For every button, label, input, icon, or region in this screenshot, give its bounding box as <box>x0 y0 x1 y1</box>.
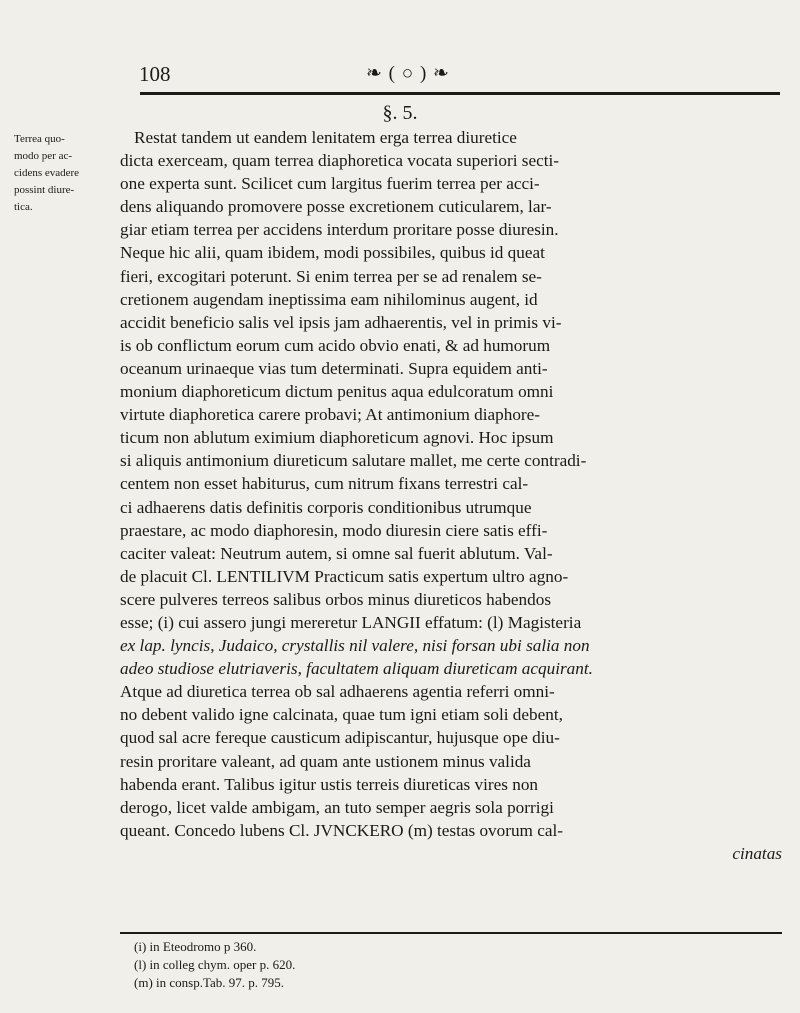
text-line: ticum non ablutum eximium diaphoreticum agnovi. Hoc ipsum <box>120 428 554 448</box>
margin-note-line: possint diure- <box>14 184 75 196</box>
margin-note-line: Terrea quo- <box>14 133 65 145</box>
text-line: Restat tandem ut eandem lenitatem erga terrea diuretice <box>134 128 517 147</box>
footnote-rule <box>120 932 782 934</box>
text-line: one experta sunt. Scilicet cum largitus fuerim terrea per acci- <box>120 174 540 194</box>
footnote: (l) in colleg chym. oper p. 620. <box>134 957 296 972</box>
text-line: fieri, excogitari poterunt. Si enim terrea per se ad renalem se- <box>120 266 542 286</box>
text-line: si aliquis antimonium diureticum salutare mallet, me certe contradi- <box>120 451 587 471</box>
text-line: giar etiam terrea per accidens interdum proritare posse diuresin. <box>120 220 559 240</box>
page-number: 108 <box>139 62 171 86</box>
text-line: de placuit Cl. LENTILIVM Practicum satis expertum ultro agno- <box>120 566 569 586</box>
text-line: monium diaphoreticum dictum penitus aqua edulcoratum omni <box>120 382 554 402</box>
margin-note <box>14 131 114 216</box>
margin-note-line: cidens evadere <box>14 167 80 179</box>
footnote: (m) in consp.Tab. 97. p. 795. <box>134 975 285 990</box>
text-line: adeo studiose elutriaveris, facultatem aliquam diureticam acquirant. <box>120 659 593 679</box>
text-line: resin proritare valeant, ad quam ante ustionem minus valida <box>120 751 531 771</box>
text-line: habenda erant. Talibus igitur ustis terreis diureticas vires non <box>120 774 539 794</box>
running-header <box>0 62 800 92</box>
margin-note-line: tica. <box>14 201 33 213</box>
text-line: centem non esset habiturus, cum nitrum fixans terrestri cal- <box>120 474 529 494</box>
text-line: scere pulveres terreos salibus orbos minus diureticos habendos <box>120 589 552 609</box>
text-line: dens aliquando promovere posse excretionem cuticularem, lar- <box>120 197 552 217</box>
text-line: derogo, licet valde ambigam, an tuto semper aegris sola porrigi <box>120 797 554 817</box>
text-line: quod sal acre fereque causticum adipiscantur, hujusque ope diu- <box>120 728 560 748</box>
text-line: praestare, ac modo diaphoresin, modo diuresin ciere satis effi- <box>120 520 548 540</box>
text-line: cretionem augendam ineptissima eam nihilominus augent, id <box>120 289 538 309</box>
catchword: cinatas <box>732 843 782 863</box>
text-line: no debent valido igne calcinata, quae tum igni etiam soli debent, <box>120 705 563 725</box>
footnotes <box>134 938 295 992</box>
text-line: dicta exerceam, quam terrea diaphoretica vocata superiori secti- <box>120 151 560 171</box>
text-line: caciter valeat: Neutrum autem, si omne sal fuerit ablutum. Val- <box>120 543 553 563</box>
text-line: is ob conflictum eorum cum acido obvio enati, & ad humorum <box>120 335 551 355</box>
margin-note-line: modo per ac- <box>14 150 73 162</box>
header-ornament: ❧ ( ○ ) ❧ <box>366 63 450 84</box>
text-line: oceanum urinaeque vias tum determinati. Supra equidem anti- <box>120 358 548 378</box>
text-line: ci adhaerens datis definitis corporis conditionibus utrumque <box>120 497 532 517</box>
text-line: ex lap. lyncis, Judaico, crystallis nil valere, nisi forsan ubi salia non <box>120 636 590 656</box>
text-line: queant. Concedo lubens Cl. JVNCKERO (m) testas ovorum cal- <box>120 820 563 840</box>
text-line: Neque hic alii, quam ibidem, modi possibiles, quibus id queat <box>120 243 545 263</box>
body-text <box>120 126 782 865</box>
header-rule <box>140 92 780 95</box>
text-line: accidit beneficio salis vel ipsis jam adhaerentis, vel in primis vi- <box>120 312 562 332</box>
text-line: esse; (i) cui assero jungi mereretur LANGII effatum: (l) Magisteria <box>120 612 582 632</box>
section-number: §. 5. <box>382 102 418 124</box>
text-line: virtute diaphoretica carere probavi; At antimonium diaphore- <box>120 405 540 425</box>
footnote: (i) in Eteodromo p 360. <box>134 939 257 954</box>
text-line: Atque ad diuretica terrea ob sal adhaerens agentia referri omni- <box>120 682 555 702</box>
